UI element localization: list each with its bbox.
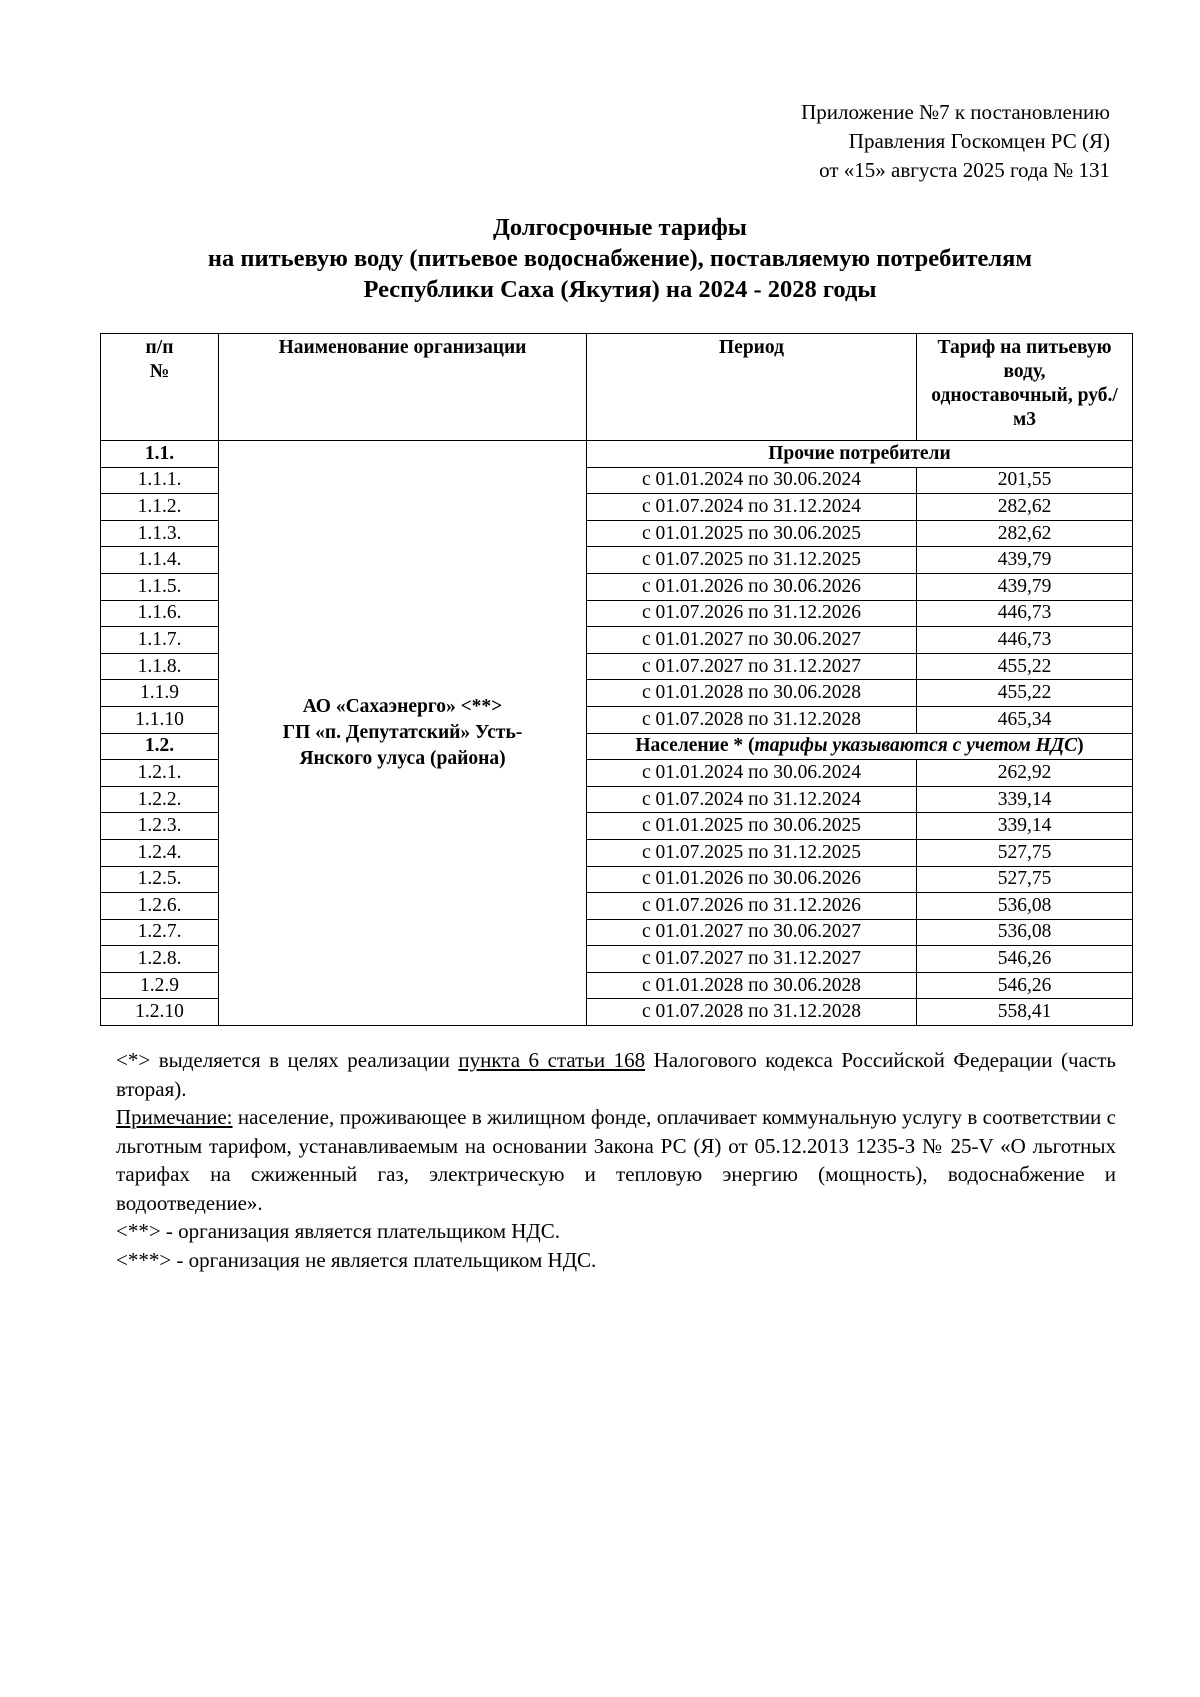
row-tariff: 446,73	[917, 600, 1133, 627]
row-tariff: 262,92	[917, 760, 1133, 787]
title-line-1: Долгосрочные тарифы	[493, 214, 747, 241]
row-number: 1.2.8.	[101, 946, 219, 973]
row-period: с 01.01.2028 по 30.06.2028	[587, 972, 917, 999]
group-label-prefix: Население * (	[635, 735, 755, 757]
table-header-row	[101, 334, 1133, 441]
row-number: 1.2.5.	[101, 866, 219, 893]
header-tariff: Тариф на питьевую воду, одноставочный, руб./м3	[917, 334, 1133, 441]
row-period: с 01.01.2024 по 30.06.2024	[587, 467, 917, 494]
row-period: с 01.07.2026 по 31.12.2026	[587, 893, 917, 920]
row-tariff: 527,75	[917, 866, 1133, 893]
row-tariff: 536,08	[917, 893, 1133, 920]
row-number: 1.1.2.	[101, 494, 219, 521]
footnote-note	[116, 1103, 1116, 1217]
organization-line-3: Янского улуса (района)	[299, 748, 506, 770]
row-period: с 01.07.2024 по 31.12.2024	[587, 494, 917, 521]
group-label: Прочие потребители	[587, 441, 1133, 468]
row-period: с 01.07.2025 по 31.12.2025	[587, 839, 917, 866]
title-line-2: на питьевую воду (питьевое водоснабжение), поставляемую потребителям	[207, 245, 1033, 272]
row-period: с 01.01.2025 по 30.06.2025	[587, 813, 917, 840]
row-tariff: 546,26	[917, 946, 1133, 973]
row-period: с 01.01.2026 по 30.06.2026	[587, 573, 917, 600]
row-tariff: 536,08	[917, 919, 1133, 946]
row-period: с 01.07.2024 по 31.12.2024	[587, 786, 917, 813]
header-period: Период	[587, 334, 917, 441]
group-label	[587, 733, 1133, 760]
row-period: с 01.01.2025 по 30.06.2025	[587, 520, 917, 547]
footnote-1	[116, 1046, 1116, 1103]
row-number: 1.2.6.	[101, 893, 219, 920]
row-number: 1.1.3.	[101, 520, 219, 547]
group-number: 1.1.	[101, 441, 219, 468]
row-tariff: 546,26	[917, 972, 1133, 999]
row-tariff: 339,14	[917, 786, 1133, 813]
footnote-3: <***> - организация не является плательщиком НДС.	[116, 1247, 597, 1272]
row-number: 1.1.5.	[101, 573, 219, 600]
header-number-line-2: №	[149, 361, 170, 382]
row-tariff: 527,75	[917, 839, 1133, 866]
tariff-table	[100, 333, 1133, 1026]
row-tariff: 558,41	[917, 999, 1133, 1026]
row-number: 1.1.9	[101, 680, 219, 707]
row-tariff: 201,55	[917, 467, 1133, 494]
row-period: с 01.07.2027 по 31.12.2027	[587, 653, 917, 680]
organization-line-1: АО «Сахаэнерго» <**>	[302, 696, 503, 718]
row-number: 1.1.6.	[101, 600, 219, 627]
appendix-line-3: от «15» августа 2025 года № 131	[819, 158, 1110, 182]
row-period: с 01.01.2024 по 30.06.2024	[587, 760, 917, 787]
appendix-line-2: Правления Госкомцен РС (Я)	[848, 129, 1110, 153]
row-period: с 01.07.2028 по 31.12.2028	[587, 706, 917, 733]
row-number: 1.2.1.	[101, 760, 219, 787]
row-number: 1.1.8.	[101, 653, 219, 680]
group-label-suffix: )	[1077, 735, 1084, 757]
group-label-italic: тарифы указываются с учетом НДС	[754, 735, 1078, 757]
note-text: население, проживающее в жилищном фонде, оплачивает коммунальную услугу в соответствии с льготным тарифом, устанавливаемым на основании Закона РС (Я) от 05.12.2013 1235-З № 25-V «О льготных тарифах на сжиженный газ, электрическую и тепловую энергию (мощность), водоснабжение и водоотведение».	[116, 1105, 1116, 1215]
row-tariff: 339,14	[917, 813, 1133, 840]
footnote-2: <**> - организация является плательщиком НДС.	[116, 1219, 560, 1243]
header-number	[101, 334, 219, 441]
note-label: Примечание:	[116, 1105, 233, 1129]
row-tariff: 465,34	[917, 706, 1133, 733]
row-period: с 01.01.2026 по 30.06.2026	[587, 866, 917, 893]
row-period: с 01.01.2028 по 30.06.2028	[587, 680, 917, 707]
group-number: 1.2.	[101, 733, 219, 760]
row-period: с 01.07.2028 по 31.12.2028	[587, 999, 917, 1026]
row-number: 1.2.4.	[101, 839, 219, 866]
header-organization: Наименование организации	[219, 334, 587, 441]
footnote-1-text: <*> выделяется в целях реализации	[116, 1048, 459, 1072]
footnote-1-text-end: Налогового кодекса Российской Федерации (часть вторая).	[116, 1048, 1116, 1101]
row-number: 1.2.10	[101, 999, 219, 1026]
row-period: с 01.01.2027 по 30.06.2027	[587, 627, 917, 654]
row-period: с 01.01.2027 по 30.06.2027	[587, 919, 917, 946]
organization-line-2: ГП «п. Депутатский» Усть-	[282, 722, 523, 744]
footnotes	[116, 1046, 1116, 1274]
row-tariff: 282,62	[917, 494, 1133, 521]
row-number: 1.1.1.	[101, 467, 219, 494]
header-number-line-1: п/п	[145, 337, 174, 358]
appendix-line-1: Приложение №7 к постановлению	[801, 100, 1110, 124]
row-number: 1.2.2.	[101, 786, 219, 813]
appendix-reference	[801, 98, 1110, 185]
tax-code-link[interactable]: пункта 6 статьи 168	[458, 1048, 646, 1072]
row-period: с 01.07.2027 по 31.12.2027	[587, 946, 917, 973]
row-tariff: 439,79	[917, 547, 1133, 574]
row-number: 1.1.7.	[101, 627, 219, 654]
row-tariff: 455,22	[917, 680, 1133, 707]
row-number: 1.1.10	[101, 706, 219, 733]
row-tariff: 455,22	[917, 653, 1133, 680]
title-line-3: Республики Саха (Якутия) на 2024 - 2028 годы	[363, 276, 877, 303]
organization-cell	[219, 441, 587, 1026]
row-tariff: 439,79	[917, 573, 1133, 600]
row-number: 1.2.7.	[101, 919, 219, 946]
group-row-other-consumers	[101, 441, 1133, 468]
row-period: с 01.07.2025 по 31.12.2025	[587, 547, 917, 574]
row-number: 1.2.3.	[101, 813, 219, 840]
document-title	[0, 212, 1200, 305]
row-period: с 01.07.2026 по 31.12.2026	[587, 600, 917, 627]
row-number: 1.2.9	[101, 972, 219, 999]
row-tariff: 282,62	[917, 520, 1133, 547]
row-number: 1.1.4.	[101, 547, 219, 574]
row-tariff: 446,73	[917, 627, 1133, 654]
